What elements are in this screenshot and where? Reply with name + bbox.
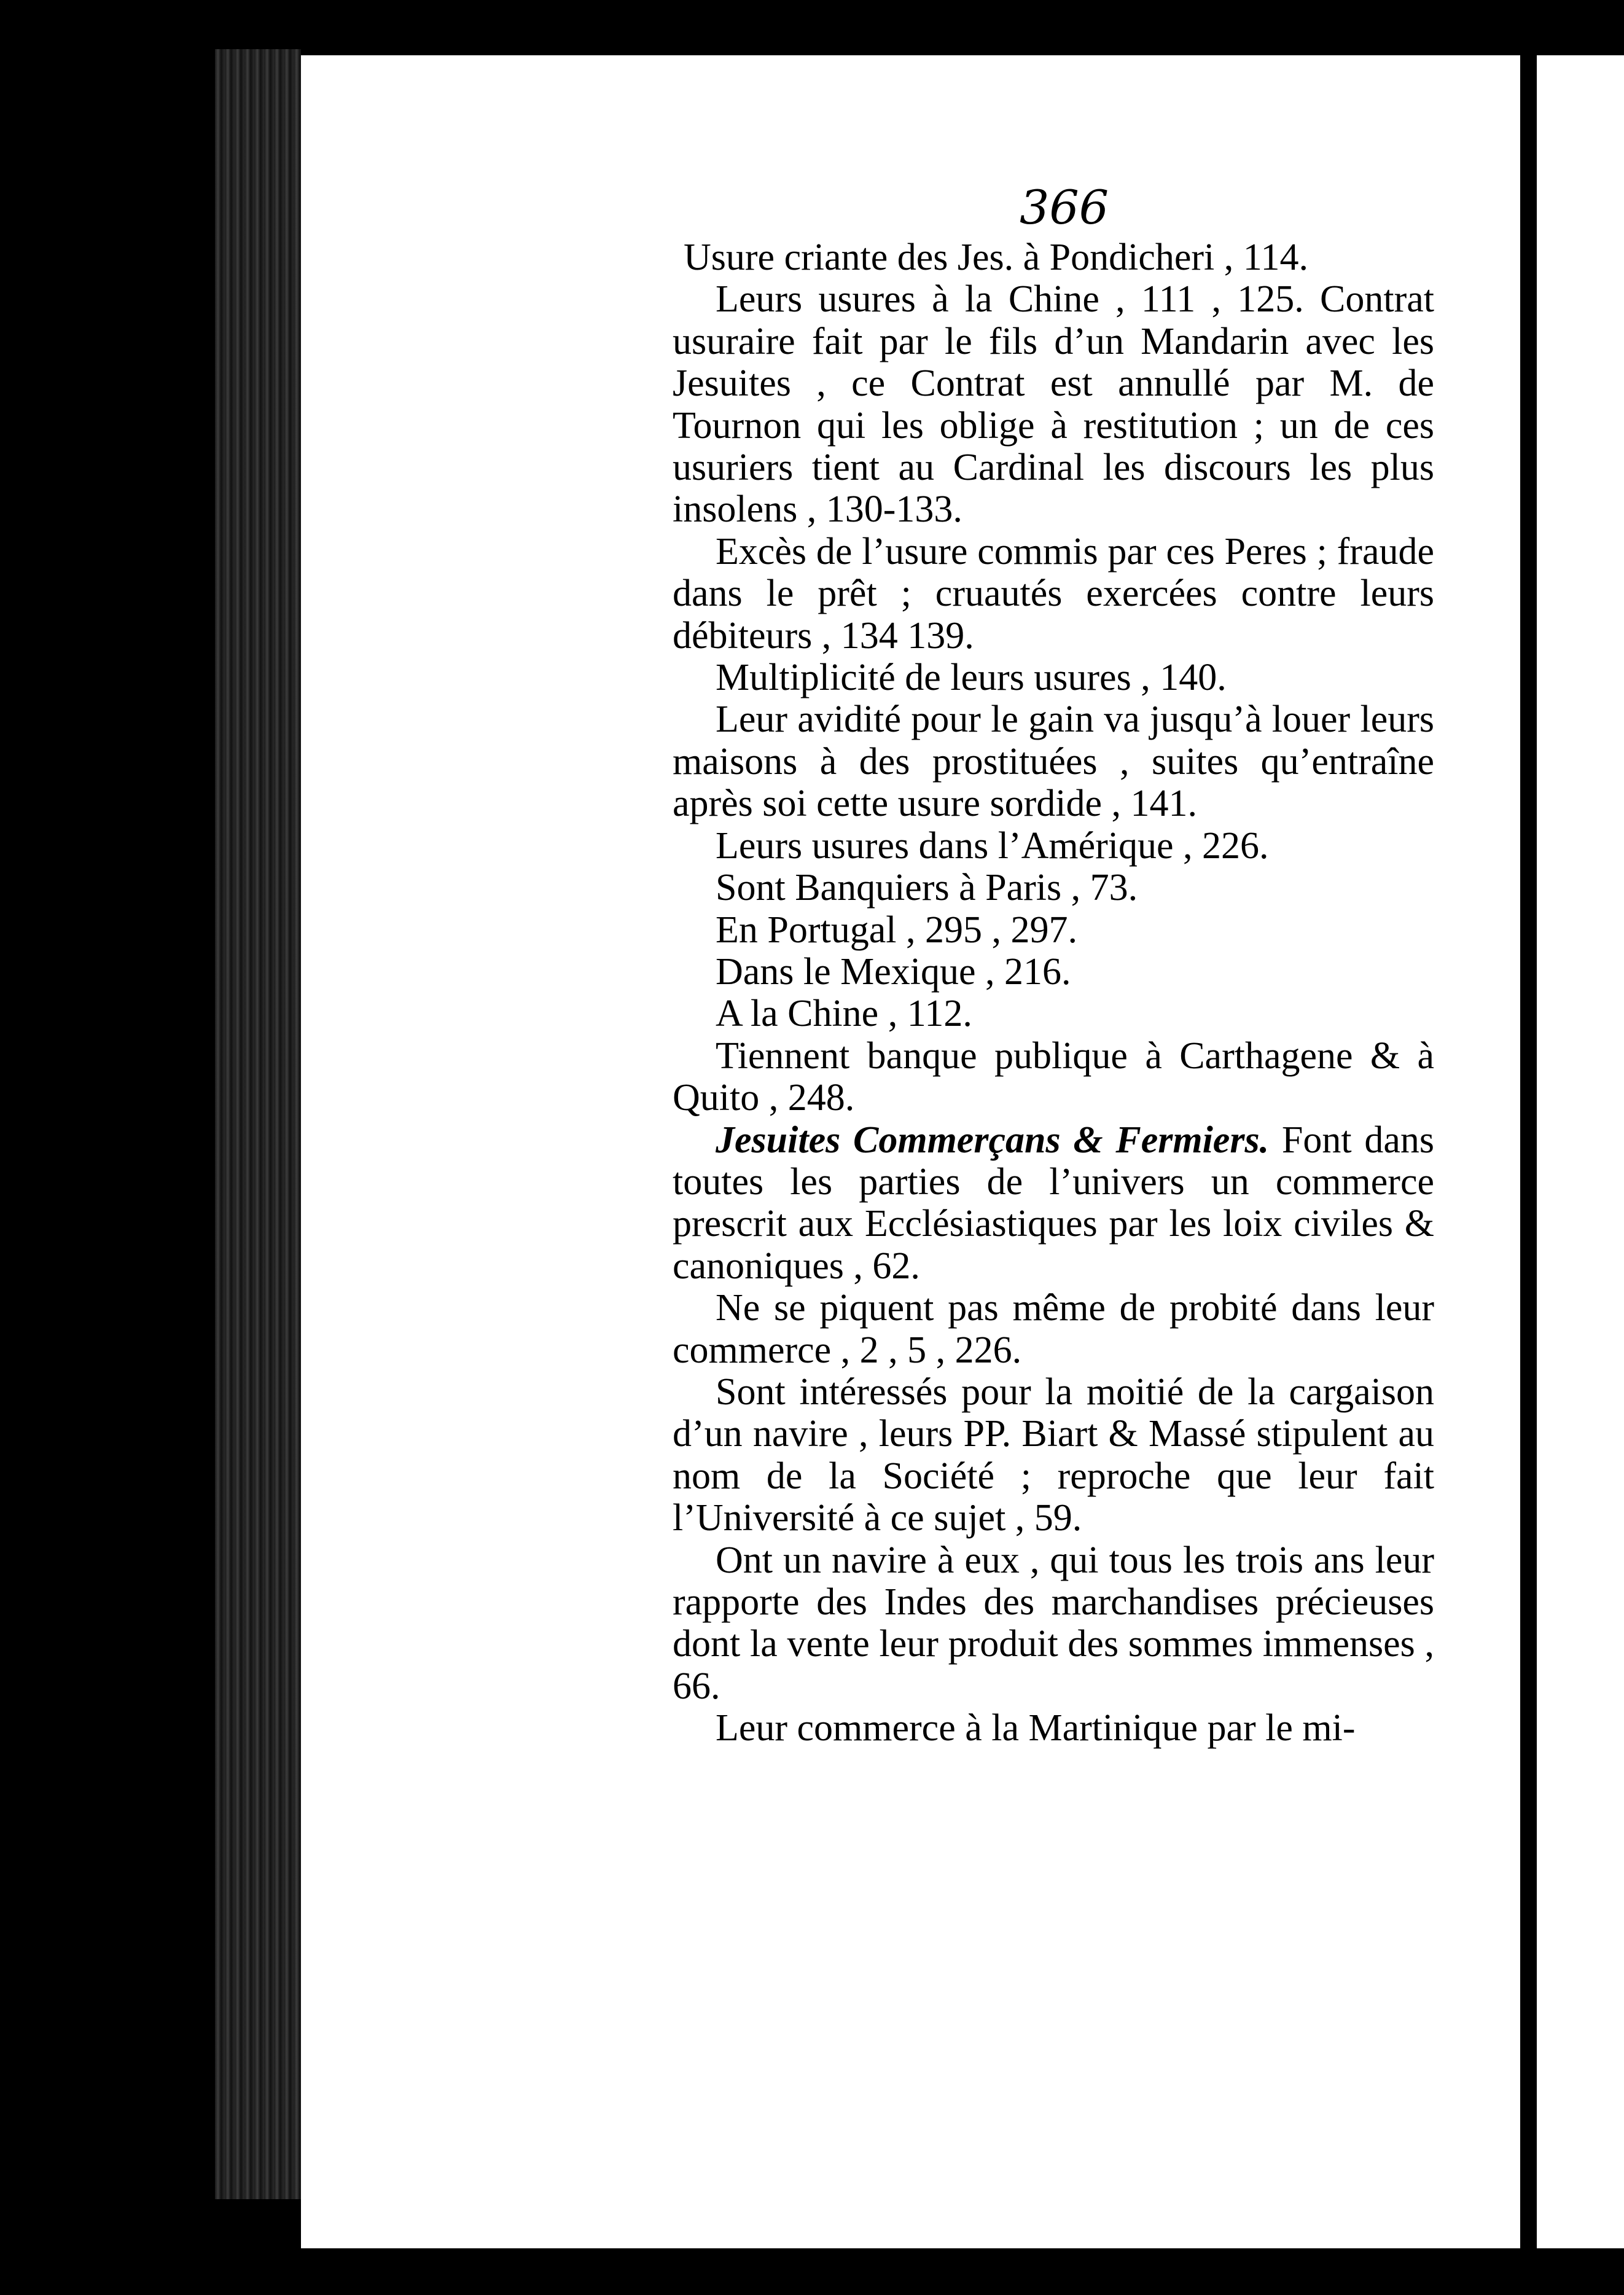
index-entry: Excès de l’usure commis par ces Peres ; fraude dans le prêt ; cruautés exercées contre leurs débiteurs , 134 139. <box>673 530 1434 657</box>
index-entry: Tiennent banque publique à Carthagene & à Quito , 248. <box>673 1034 1434 1119</box>
index-entry: Multiplicité de leurs usures , 140. <box>716 657 1227 699</box>
index-entry: En Portugal , 295 , 297. <box>716 909 1077 951</box>
index-text <box>673 237 1434 1750</box>
index-entry: Dans le Mexique , 216. <box>716 950 1071 993</box>
page-number: 366 <box>1020 180 1109 235</box>
index-entry: Ne se piquent pas même de probité dans leur commerce , 2 , 5 , 226. <box>673 1287 1434 1371</box>
index-entry: Ont un navire à eux , qui tous les trois ans leur rapporte des Indes des marchandises précieuses dont la vente leur produit des sommes immenses , 66. <box>673 1539 1434 1707</box>
index-entry: Usure criante des Jes. à Pondicheri , 114. <box>684 237 1308 278</box>
adjacent-page-edge <box>1537 55 1624 2248</box>
entry-body: Font dans toutes les parties de l’univers un commerce prescrit aux Ecclésiastiques par les loix civiles & canoniques , 62. <box>673 1119 1434 1287</box>
index-entry: Leur avidité pour le gain va jusqu’à louer leurs maisons à des prostituées , suites qu’entraîne après soi cette usure sordide , 141. <box>673 698 1434 825</box>
section-heading: Jesuites Commerçans & Fermiers. <box>716 1119 1270 1161</box>
index-entry: A la Chine , 112. <box>716 993 972 1035</box>
index-entry <box>673 1119 1434 1288</box>
index-entry: Sont Banquiers à Paris , 73. <box>716 867 1138 909</box>
index-entry: Leur commerce à la Martinique par le mi- <box>716 1707 1356 1750</box>
index-entry: Leurs usures dans l’Amérique , 226. <box>716 824 1269 867</box>
index-entry: Leurs usures à la Chine , 111 , 125. Contrat usuraire fait par le fils d’un Mandarin avec les Jesuites , ce Contrat est annullé par M. de Tournon qui les oblige à restitution ; un de ces usuriers tient au Cardinal les discours les plus insolens , 130-133. <box>673 278 1434 531</box>
index-entry: Sont intéressés pour la moitié de la cargaison d’un navire , leurs PP. Biart & Massé stipulent au nom de la Société ; reproche que leur fait l’Université à ce sujet , 59. <box>673 1370 1434 1539</box>
book-spine <box>215 49 301 2199</box>
